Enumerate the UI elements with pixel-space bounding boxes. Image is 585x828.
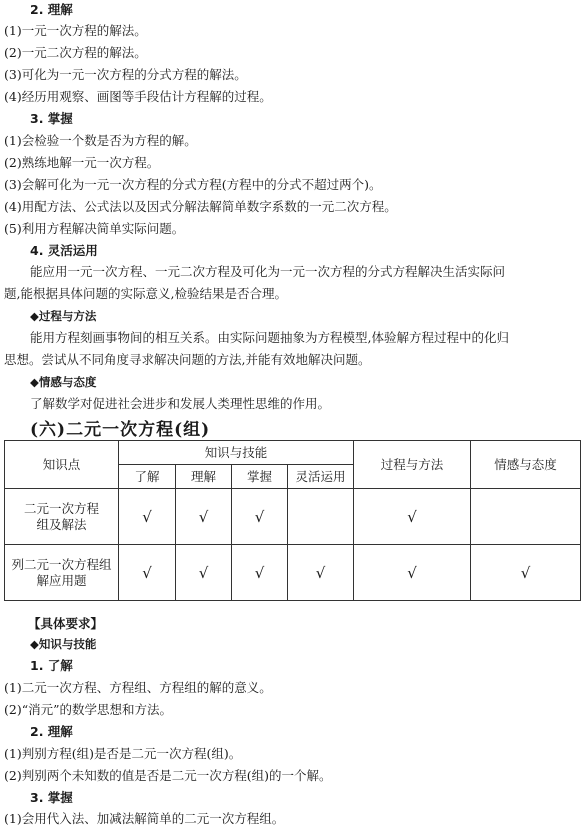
check-cell: √ — [354, 545, 471, 601]
bullet-heading-attitude: ◆情感与态度 — [30, 375, 97, 389]
paragraph-line: 思想。尝试从不同角度寻求解决问题的方法,并能有效地解决问题。 — [4, 352, 371, 367]
paragraph-line: 能应用一元一次方程、一元二次方程及可化为一元一次方程的分式方程解决生活实际问 — [30, 264, 506, 279]
list-item: (4)用配方法、公式法以及因式分解法解简单数字系数的一元二次方程。 — [4, 199, 397, 214]
check-cell: √ — [354, 489, 471, 545]
heading-master: 3. 掌握 — [30, 111, 73, 126]
header-knowledge-point: 知识点 — [5, 441, 119, 489]
subheader-master: 掌握 — [232, 465, 288, 489]
paragraph-line: 题,能根据具体问题的实际意义,检验结果是否合理。 — [4, 286, 287, 301]
list-item: (1)二元一次方程、方程组、方程组的解的意义。 — [4, 680, 272, 695]
heading-understand: 2. 理解 — [30, 2, 73, 17]
subheader-know: 了解 — [119, 465, 176, 489]
check-cell: √ — [176, 545, 232, 601]
header-knowledge-skills: 知识与技能 — [119, 441, 354, 465]
requirements-heading: 【具体要求】 — [28, 616, 104, 631]
paragraph-line: 了解数学对促进社会进步和发展人类理性思维的作用。 — [30, 396, 331, 411]
heading-understand: 2. 理解 — [30, 724, 73, 739]
list-item: (1)会用代入法、加减法解简单的二元一次方程组。 — [4, 811, 285, 826]
table-row — [5, 489, 581, 545]
subheader-understand: 理解 — [176, 465, 232, 489]
list-item: (2)熟练地解一元一次方程。 — [4, 155, 160, 170]
header-emotion-attitude: 情感与态度 — [471, 441, 581, 489]
section-title: (六)二元一次方程(组) — [30, 420, 211, 440]
bullet-heading-process: ◆过程与方法 — [30, 309, 97, 323]
list-item: (1)一元一次方程的解法。 — [4, 23, 147, 38]
table-row — [5, 545, 581, 601]
list-item: (2)判别两个未知数的值是否是二元一次方程(组)的一个解。 — [4, 768, 332, 783]
list-item: (5)利用方程解决简单实际问题。 — [4, 221, 185, 236]
check-cell: √ — [232, 489, 288, 545]
list-item: (3)可化为一元一次方程的分式方程的解法。 — [4, 67, 247, 82]
check-cell: √ — [119, 489, 176, 545]
subheader-apply: 灵活运用 — [288, 465, 354, 489]
list-item: (1)会检验一个数是否为方程的解。 — [4, 133, 197, 148]
heading-know: 1. 了解 — [30, 658, 73, 673]
row-label — [5, 489, 119, 545]
list-item: (1)判别方程(组)是否是二元一次方程(组)。 — [4, 746, 242, 761]
check-cell: √ — [119, 545, 176, 601]
requirements-table — [4, 440, 581, 601]
row-label — [5, 545, 119, 601]
row-label-text: 二元一次方程组及解法 — [23, 500, 99, 532]
list-item: (3)会解可化为一元一次方程的分式方程(方程中的分式不超过两个)。 — [4, 177, 382, 192]
list-item: (2)一元二次方程的解法。 — [4, 45, 147, 60]
list-item: (4)经历用观察、画图等手段估计方程解的过程。 — [4, 89, 272, 104]
heading-apply: 4. 灵活运用 — [30, 243, 98, 258]
row-label-text: 列二元一次方程组解应用题 — [11, 556, 112, 588]
heading-master: 3. 掌握 — [30, 790, 73, 805]
list-item: (2)“消元”的数学思想和方法。 — [4, 702, 172, 717]
check-cell: √ — [471, 545, 581, 601]
check-cell — [288, 489, 354, 545]
check-cell — [471, 489, 581, 545]
check-cell: √ — [176, 489, 232, 545]
check-cell: √ — [288, 545, 354, 601]
paragraph-line: 能用方程刻画事物间的相互关系。由实际问题抽象为方程模型,体验解方程过程中的化归 — [30, 330, 509, 345]
bullet-heading-knowledge: ◆知识与技能 — [30, 637, 97, 651]
check-cell: √ — [232, 545, 288, 601]
header-process-method: 过程与方法 — [354, 441, 471, 489]
